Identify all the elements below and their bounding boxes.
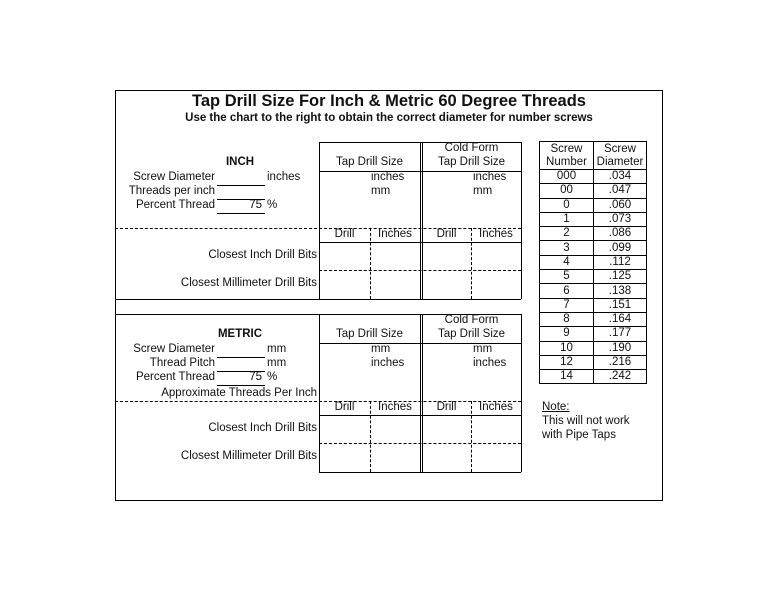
metric-inches-label-1: Inches — [378, 401, 412, 413]
screw-number-header — [540, 142, 594, 170]
screw-diameter-cell: .034 — [594, 170, 647, 184]
metric-heading: METRIC — [217, 328, 263, 340]
inch-percent-sign: % — [267, 199, 278, 211]
screw-diameter-cell: .112 — [594, 255, 647, 269]
screw-number-cell: 0 — [540, 198, 594, 212]
screw-number-cell: 8 — [540, 312, 594, 326]
metric-percent-value[interactable]: 75 — [249, 371, 262, 383]
screw-diameter-cell: .177 — [594, 327, 647, 341]
table-row — [540, 270, 647, 284]
screw-diameter-cell: .138 — [594, 284, 647, 298]
table-row — [540, 312, 647, 326]
inch-screw-diameter-label: Screw Diameter — [133, 171, 215, 183]
metric-tap-drill-header: Tap Drill Size — [335, 328, 404, 340]
inch-inches-label-1: Inches — [378, 228, 412, 240]
table-row — [540, 341, 647, 355]
metric-percent-label: Percent Thread — [135, 371, 215, 383]
screw-number-cell: 6 — [540, 284, 594, 298]
screw-table-body — [540, 170, 647, 384]
inch-closest-inch-label: Closest Inch Drill Bits — [208, 249, 317, 261]
inch-cold-unit-2: mm — [473, 185, 493, 197]
screw-diameter-cell: .242 — [594, 370, 647, 384]
metric-drill-header-line — [319, 415, 521, 416]
screw-number-cell: 10 — [540, 341, 594, 355]
screw-diameter-cell: .164 — [594, 312, 647, 326]
table-row — [540, 184, 647, 198]
screw-size-table — [539, 141, 647, 384]
metric-screw-diameter-label: Screw Diameter — [133, 343, 215, 355]
inch-tap-drill-header: Tap Drill Size — [335, 156, 404, 168]
screw-number-cell: 3 — [540, 241, 594, 255]
page-title: Tap Drill Size For Inch & Metric 60 Degree Threads — [192, 92, 586, 110]
screw-diameter-header — [594, 142, 647, 170]
table-row — [540, 355, 647, 369]
screw-number-cell: 1 — [540, 212, 594, 226]
metric-cold-unit-1: mm — [473, 343, 493, 355]
inch-drill-header-line — [319, 242, 521, 243]
screw-number-cell: 4 — [540, 255, 594, 269]
inch-drill-label-2: Drill — [436, 228, 457, 240]
metric-closest-inch-label: Closest Inch Drill Bits — [208, 422, 317, 434]
table-row — [540, 284, 647, 298]
metric-mid-border-1 — [420, 314, 421, 472]
inch-inches-label-2: Inches — [479, 228, 513, 240]
screw-diameter-cell: .073 — [594, 212, 647, 226]
inch-drill-mid-line — [319, 270, 521, 271]
metric-screw-diameter-field[interactable] — [217, 357, 265, 358]
metric-cold-unit-2: inches — [473, 357, 507, 369]
inch-screw-diameter-unit: inches — [267, 171, 301, 183]
metric-cold-form-line1: Cold Form — [444, 314, 499, 326]
metric-cold-form-line2: Tap Drill Size — [437, 328, 506, 340]
metric-pitch-label: Thread Pitch — [149, 357, 215, 369]
screw-number-cell: 9 — [540, 327, 594, 341]
inch-screw-diameter-field[interactable] — [217, 185, 265, 186]
screw-number-cell: 14 — [540, 370, 594, 384]
metric-screw-diameter-unit: mm — [267, 343, 287, 355]
screw-diameter-cell: .060 — [594, 198, 647, 212]
screw-diameter-cell: .086 — [594, 227, 647, 241]
table-row — [540, 298, 647, 312]
table-row — [540, 255, 647, 269]
inch-cold-form-line1: Cold Form — [444, 142, 499, 154]
metric-bottom-border — [319, 472, 521, 473]
metric-tap-unit-1: mm — [371, 343, 391, 355]
screw-diameter-header-line1: Screw — [604, 142, 636, 155]
screw-diameter-cell: .216 — [594, 355, 647, 369]
inch-percent-field-line — [217, 213, 265, 214]
table-row — [540, 227, 647, 241]
screw-diameter-cell: .125 — [594, 270, 647, 284]
screw-number-cell: 7 — [540, 298, 594, 312]
inch-tap-unit-1: inches — [371, 171, 405, 183]
inch-closest-mm-label: Closest Millimeter Drill Bits — [180, 277, 317, 289]
section-divider-top — [115, 299, 521, 300]
inch-threads-label: Threads per inch — [128, 185, 215, 197]
inch-cold-form-line2: Tap Drill Size — [437, 156, 506, 168]
metric-approx-label: Approximate Threads Per Inch — [161, 387, 317, 399]
screw-number-cell: 000 — [540, 170, 594, 184]
screw-diameter-cell: .151 — [594, 298, 647, 312]
metric-drill-mid-line — [319, 443, 521, 444]
table-row — [540, 170, 647, 184]
inch-percent-label: Percent Thread — [135, 199, 215, 211]
screw-diameter-header-line2: Diameter — [596, 155, 644, 168]
screw-number-cell: 12 — [540, 355, 594, 369]
screw-diameter-cell: .099 — [594, 241, 647, 255]
inch-mid-border-1 — [420, 142, 421, 299]
screw-number-cell: 2 — [540, 227, 594, 241]
metric-percent-sign: % — [267, 371, 278, 383]
screw-number-header-line1: Screw — [550, 142, 583, 155]
inch-right-border — [521, 142, 522, 299]
table-row — [540, 370, 647, 384]
inch-drill-label-1: Drill — [334, 228, 355, 240]
screw-table-header-row — [540, 142, 647, 170]
inch-cold-unit-1: inches — [473, 171, 507, 183]
screw-number-header-line2: Number — [546, 155, 587, 168]
metric-tap-unit-2: inches — [371, 357, 405, 369]
screw-diameter-cell: .190 — [594, 341, 647, 355]
screw-diameter-cell: .047 — [594, 184, 647, 198]
screw-number-cell: 00 — [540, 184, 594, 198]
metric-inches-label-2: Inches — [479, 401, 513, 413]
table-row — [540, 327, 647, 341]
note-line-1: This will not work — [542, 415, 630, 427]
metric-drill-label-1: Drill — [334, 401, 355, 413]
table-row — [540, 198, 647, 212]
inch-heading: INCH — [225, 156, 255, 168]
inch-tap-unit-2: mm — [371, 185, 391, 197]
table-row — [540, 212, 647, 226]
metric-drill-label-2: Drill — [436, 401, 457, 413]
metric-percent-field-line — [217, 385, 265, 386]
metric-right-border — [521, 314, 522, 472]
metric-closest-mm-label: Closest Millimeter Drill Bits — [180, 450, 317, 462]
note-heading: Note: — [542, 401, 570, 413]
screw-number-cell: 5 — [540, 270, 594, 284]
page-subtitle: Use the chart to the right to obtain the correct diameter for number screws — [185, 112, 593, 124]
note-line-2: with Pipe Taps — [542, 429, 616, 441]
metric-pitch-unit: mm — [267, 357, 287, 369]
table-row — [540, 241, 647, 255]
inch-percent-value[interactable]: 75 — [249, 199, 262, 211]
